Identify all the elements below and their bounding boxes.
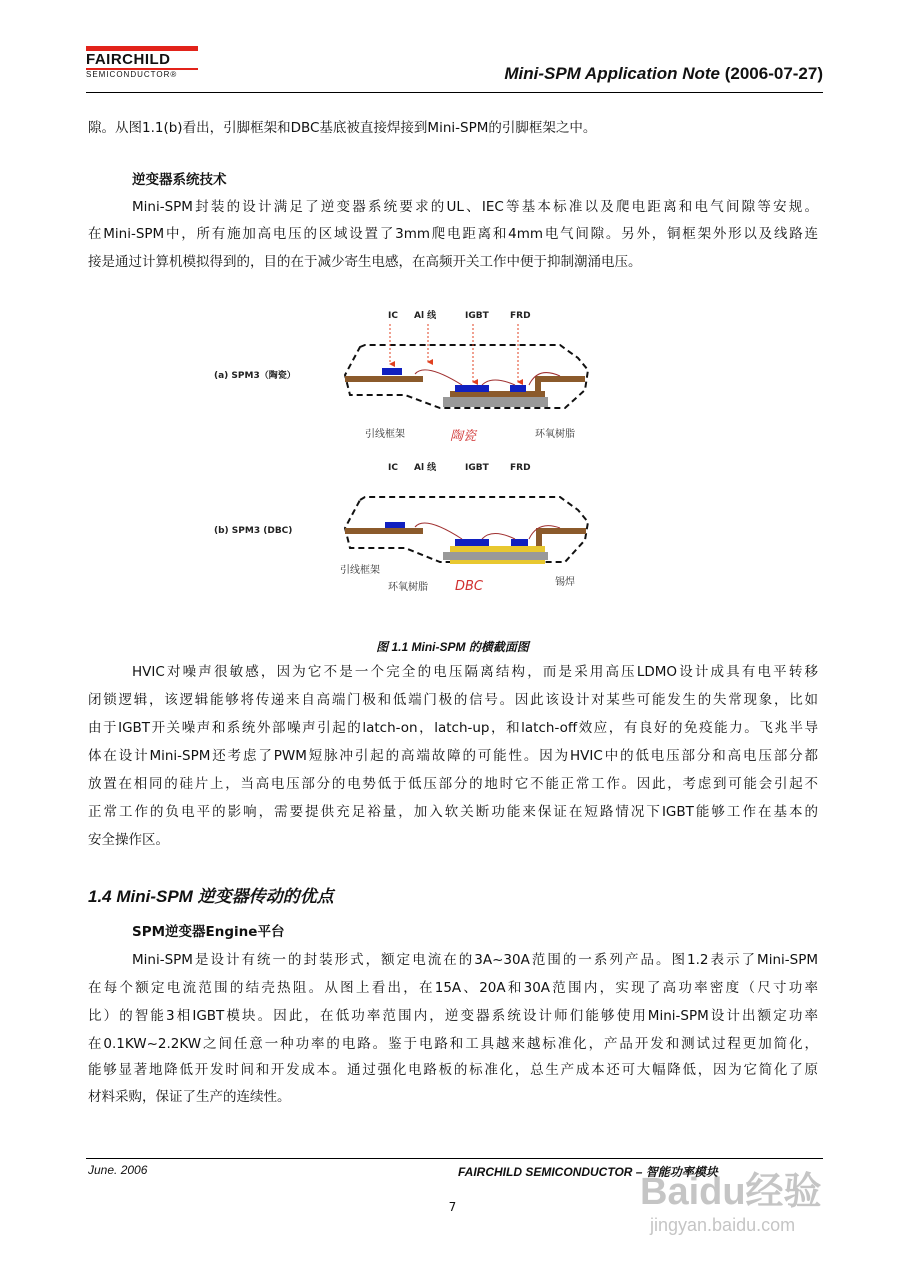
header-rule xyxy=(86,92,823,93)
label-ceramic: 陶瓷 xyxy=(450,429,477,444)
subheading: 逆变器系统技术 xyxy=(132,172,227,188)
label-igbt: IGBT xyxy=(465,463,489,473)
paragraph-line: HVIC对噪声很敏感，因为它不是一个完全的电压隔离结构，而是采用高压LDMO设计成具有电平转移 xyxy=(132,664,818,680)
label-al: Al 线 xyxy=(414,311,437,321)
paragraph-line: Mini-SPM封装的设计满足了逆变器系统要求的UL、IEC等基本标准以及爬电距离和电气间隙等安规。 xyxy=(132,199,818,215)
paragraph-line: Mini-SPM是设计有统一的封装形式，额定电流在的3A~30A范围的一系列产品。图1.2表示了Mini-SPM xyxy=(132,952,818,968)
cross-section-figure xyxy=(200,300,620,610)
paragraph-line: 比）的智能3相IGBT模块。因此，在低功率范围内，逆变器系统设计师们能够使用Mini-SPM设计出额定功率 xyxy=(88,1008,818,1024)
label-dbc: DBC xyxy=(455,579,484,594)
fairchild-logo xyxy=(86,46,198,80)
label-epoxy: 环氧树脂 xyxy=(388,582,428,593)
paragraph-line: 隙。从图1.1(b)看出，引脚框架和DBC基底被直接焊接到Mini-SPM的引脚框架之中。 xyxy=(88,120,597,136)
doc-date: (2006-07-27) xyxy=(724,64,823,83)
label-ic: IC xyxy=(388,463,398,473)
paragraph-line: 安全操作区。 xyxy=(88,832,169,848)
label-a: (a) SPM3（陶瓷） xyxy=(214,371,296,381)
footer-company: FAIRCHILD SEMICONDUCTOR – 智能功率模块 xyxy=(458,1165,718,1179)
baidu-watermark xyxy=(640,1160,822,1236)
paragraph-line: 在0.1KW~2.2KW之间任意一种功率的电路。鉴于电路和工具越来越标准化，产品开发和测试过程更加简化， xyxy=(88,1036,818,1052)
label-igbt: IGBT xyxy=(465,311,489,321)
label-ic: IC xyxy=(388,311,398,321)
section-heading: 1.4 Mini-SPM 逆变器传动的优点 xyxy=(88,887,334,906)
figure-caption: 图 1.1 Mini-SPM 的横截面图 xyxy=(376,640,529,654)
subheading: SPM逆变器Engine平台 xyxy=(132,924,285,940)
label-leadframe: 引线框架 xyxy=(340,565,380,576)
label-epoxy: 环氧树脂 xyxy=(535,429,575,440)
logo-name: FAIRCHILD xyxy=(86,51,171,68)
label-leadframe: 引线框架 xyxy=(365,429,405,440)
footer-date: June. 2006 xyxy=(88,1163,148,1177)
paragraph-line: 正常工作的负电平的影响，需要提供充足裕量，加入软关断功能来保证在短路情况下IGBT能够工作在基本的 xyxy=(88,804,818,820)
footer-rule xyxy=(86,1158,823,1159)
label-b: (b) SPM3 (DBC) xyxy=(214,526,293,536)
page-number: 7 xyxy=(448,1200,457,1214)
logo-sub: SEMICONDUCTOR® xyxy=(86,70,178,79)
paragraph-line: 闭锁逻辑，该逻辑能够将传递来自高端门极和低端门极的信号。因此该设计对某些可能发生的失常现象，比如 xyxy=(88,692,818,708)
label-al: Al 线 xyxy=(414,463,437,473)
watermark-logo: Baidu经验 xyxy=(640,1171,822,1213)
paragraph-line: 接是通过计算机模拟得到的，目的在于减少寄生电感，在高频开关工作中便于抑制潮涌电压。 xyxy=(88,254,642,270)
label-solder: 锡焊 xyxy=(555,577,575,588)
header-title xyxy=(504,64,823,84)
paragraph-line: 能够显著地降低开发时间和开发成本。通过强化电路板的标准化，总生产成本还可大幅降低，因为它简化了原 xyxy=(88,1062,818,1078)
doc-title: Mini-SPM Application Note xyxy=(504,64,720,83)
watermark-url: jingyan.baidu.com xyxy=(650,1215,796,1235)
paragraph-line: 在Mini-SPM中，所有施加高电压的区域设置了3mm爬电距离和4mm电气间隙。另外，铜框架外形以及线路连 xyxy=(88,226,818,242)
paragraph-line: 由于IGBT开关噪声和系统外部噪声引起的latch-on，latch-up，和latch-off效应，有良好的免疫能力。飞兆半导 xyxy=(88,720,818,736)
paragraph-line: 在每个额定电流范围的结壳热阻。从图上看出，在15A、20A和30A范围内，实现了高功率密度（尺寸功率 xyxy=(88,980,818,996)
paragraph-line: 放置在相同的硅片上，当高电压部分的电势低于低压部分的地时它不能正常工作。因此，考虑到可能会引起不 xyxy=(88,776,818,792)
paragraph-line: 体在设计Mini-SPM还考虑了PWM短脉冲引起的高端故障的可能性。因为HVIC中的低电压部分和高电压部分都 xyxy=(88,748,818,764)
paragraph-line: 材料采购，保证了生产的连续性。 xyxy=(88,1089,291,1105)
label-frd: FRD xyxy=(510,311,531,321)
label-frd: FRD xyxy=(510,463,531,473)
